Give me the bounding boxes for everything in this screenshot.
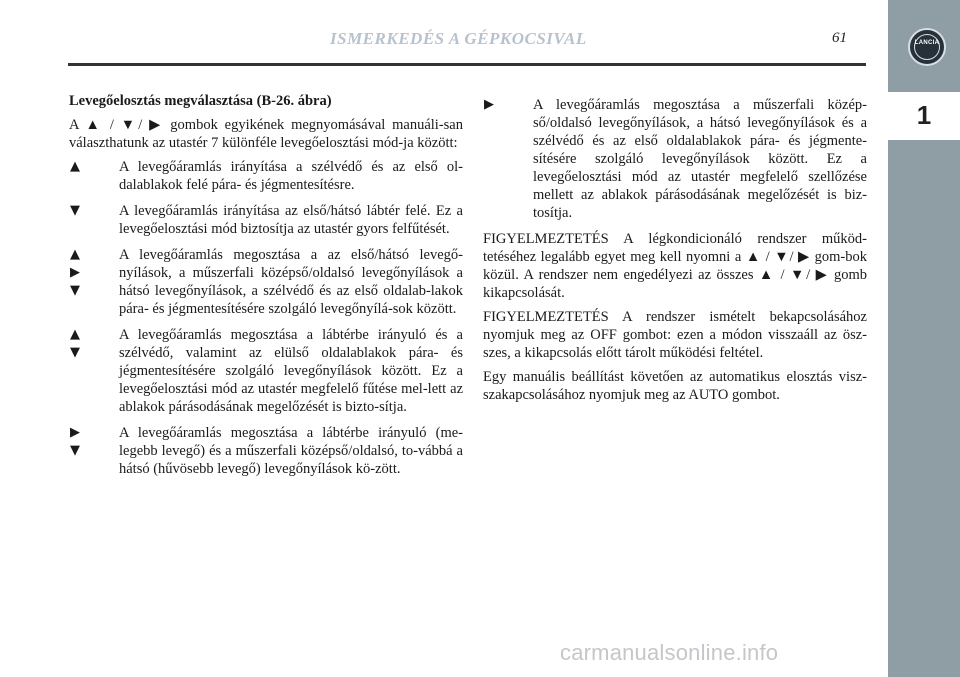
note-paragraph: FIGYELMEZTETÉS A légkondicionáló rendszer működ-tetéséhez legalább egyet meg kell nyomni a ▲ / ▼/ ▶ gom-bok közül. A rendszer nem engedélyezi az összes ▲ / ▼/ ▶ gomb kikapcsolását. [483,231,867,301]
mode-icons [483,96,533,222]
list-item-text: A levegőáramlás megosztása a lábtérbe irányuló és a szélvédő, valamint az elülső oldalablakok pára- és jégmentesítésére szolgáló levegőnyílások között. Ez a levegőelosztási mód az utastér megfelelő fűtése mel-lett az ablakok párásodásának megelőzését is bizto-sítja. [119,327,463,415]
list-item-text: A levegőáramlás irányítása az első/hátsó lábtér felé. Ez a levegőelosztási mód biztosítja az utastér gyors felfűtését. [119,203,463,237]
down-arrow-icon: ▼ [70,203,80,218]
right-arrow-icon: ▶ [70,265,80,280]
up-arrow-icon: ▲ [70,327,80,342]
header-divider [68,63,866,66]
chapter-number: 1 [916,100,932,130]
mode-icons [69,202,119,238]
up-arrow-icon: ▲ [70,159,80,174]
down-arrow-icon: ▼ [70,345,80,360]
running-header-title: ISMERKEDÉS A GÉPKOCSIVAL [330,29,587,48]
up-arrow-icon: ▲ [70,247,80,262]
left-column [69,92,463,486]
note-paragraph: FIGYELMEZTETÉS A rendszer ismételt bekapcsolásához nyomjuk meg az OFF gombot: ezen a módon visszaáll az ösz-szes, a kikapcsolás előtt tárolt működési feltétel. [483,309,867,361]
right-column [483,96,867,410]
intro-paragraph: A ▲ / ▼/ ▶ gombok egyikének megnyomásával manuáli-san választhatunk az utastér 7 különféle levegőelosztási mód-ja között: [69,117,463,151]
section-heading: Levegőelosztás megválasztása (B-26. ábra) [69,93,332,109]
list-item-text: A levegőáramlás megosztása a az első/hátsó levegő-nyílások, a műszerfali középső/oldalsó levegőnyílások a hátsó levegőnyílások, a szélvédő és az első oldalab-lakok pára- és jégmentesítésére szolgáló levegőnyílá-sok között. [119,247,463,317]
chapter-side-tab [888,0,960,677]
brand-logo [908,28,946,66]
mode-icons [69,424,119,478]
air-distribution-list [69,158,463,478]
list-item [69,158,463,194]
down-arrow-icon: ▼ [70,443,80,458]
right-arrow-icon: ▶ [70,425,80,440]
note-paragraph: Egy manuális beállítást követően az automatikus elosztás visz-szakapcsolásához nyomjuk meg az AUTO gombot. [483,369,867,403]
mode-icons [69,246,119,318]
list-item-text: A levegőáramlás megosztása a műszerfali közép-ső/oldalsó levegőnyílások, a hátsó levegőnyílások és a szélvédő és az első oldalablakok pára- és jégmente-sítésére szolgáló levegőnyílások között. Ez a levegőelosztási mód az utastér megfelelő szellőzése mellett az ablakok párásodásának megelőzését is biz-tosítja. [533,97,867,221]
list-item [69,246,463,318]
down-arrow-icon: ▼ [70,283,80,298]
watermark: carmanualsonline.info [560,640,779,665]
list-item [483,96,867,222]
page-number: 61 [832,30,847,46]
air-distribution-list-continued [483,96,867,222]
list-item [69,424,463,478]
list-item-text: A levegőáramlás megosztása a lábtérbe irányuló (me-legebb levegő) és a műszerfali középső/oldalsó, to-vábbá a hátsó (hűvösebb levegő) levegőnyílások kö-zött. [119,425,463,477]
mode-icons [69,326,119,416]
logo-text: LANCIA [914,40,940,46]
list-item-text: A levegőáramlás irányítása a szélvédő és az első ol-dalablakok felé pára- és jégmentesítésre. [119,159,463,193]
chapter-marker [888,92,960,140]
list-item [69,202,463,238]
notes [483,230,867,404]
mode-icons [69,158,119,194]
list-item [69,326,463,416]
logo-ring [914,34,940,60]
right-arrow-icon: ▶ [484,97,494,112]
